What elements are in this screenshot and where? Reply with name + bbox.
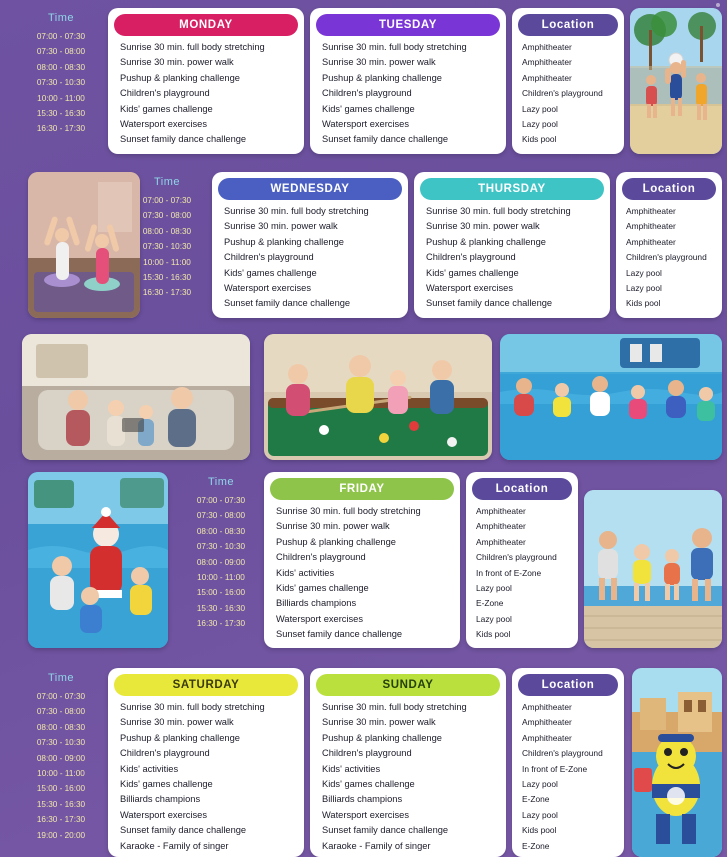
activity-item: Sunrise 30 min. full body stretching <box>322 42 467 52</box>
time-header: Time <box>153 176 181 188</box>
time-slot: 15:30 - 16:30 <box>36 799 86 809</box>
activity-item: Watersport exercises <box>322 809 409 820</box>
time-slot: 07:30 - 10:30 <box>36 738 86 748</box>
activity-item: Kids' games challenge <box>322 779 415 790</box>
time-slot: 07:00 - 07:30 <box>36 32 86 41</box>
time-slot: 08:00 - 08:30 <box>196 526 246 536</box>
location-item: Lazy pool <box>522 119 558 130</box>
activity-item: Kids' activities <box>276 567 335 578</box>
family-billiards-photo <box>264 334 492 460</box>
activity-item: Billiards champions <box>322 794 403 805</box>
activity-item: Sunrise 30 min. full body stretching <box>426 206 571 216</box>
location-header: Location <box>622 178 716 200</box>
monday-card <box>108 8 304 154</box>
thursday-activities <box>414 204 610 318</box>
yoga-class-photo <box>28 172 140 318</box>
activity-item: Sunrise 30 min. power walk <box>120 717 234 728</box>
activity-item: Watersport exercises <box>322 119 409 130</box>
activity-item: Watersport exercises <box>426 283 513 294</box>
activity-item: Watersport exercises <box>120 809 207 820</box>
activity-item: Kids' games challenge <box>224 267 317 278</box>
activity-item: Kids' games challenge <box>322 103 415 114</box>
location-item: Children's playground <box>626 252 707 263</box>
time-slot: 07:30 - 08:00 <box>196 511 246 521</box>
time-slot: 19:00 - 20:00 <box>36 830 86 840</box>
location-item: Amphitheater <box>626 221 676 232</box>
time-column-row2 <box>126 172 208 305</box>
activity-item: Sunrise 30 min. full body stretching <box>120 702 265 712</box>
activity-item: Kids' games challenge <box>276 583 369 594</box>
friday-header: FRIDAY <box>270 478 454 500</box>
activity-item: Pushup & planking challenge <box>276 536 396 547</box>
activity-item: Karaoke - Family of singer <box>120 840 229 851</box>
tuesday-header: TUESDAY <box>316 14 500 36</box>
activity-item: Sunset family dance challenge <box>224 298 351 309</box>
time-slot: 08:00 - 08:30 <box>142 226 192 236</box>
activity-item: Children's playground <box>322 748 412 759</box>
time-slot: 15:30 - 16:30 <box>142 273 192 283</box>
activity-item: Watersport exercises <box>224 283 311 294</box>
location-item: Lazy pool <box>476 613 512 624</box>
location-item: Kids pool <box>476 629 511 640</box>
family-jumping-photo <box>584 490 722 648</box>
time-slot: 16:30 - 17:30 <box>142 288 192 298</box>
activity-item: Pushup & planking challenge <box>120 72 240 83</box>
activity-item: Children's playground <box>322 88 412 99</box>
location-header: Location <box>518 674 618 696</box>
location-item: Amphitheater <box>522 702 572 712</box>
location-item: Amphitheater <box>522 717 572 728</box>
kids-pool-santa-photo <box>28 472 168 648</box>
pool-party-photo <box>500 334 722 460</box>
location-item: Amphitheater <box>626 236 676 247</box>
location-item: In front of E-Zone <box>522 763 588 774</box>
time-column-row3 <box>180 472 262 636</box>
time-slot: 07:30 - 10:30 <box>142 242 192 252</box>
location-item: E-Zone <box>522 840 550 851</box>
activity-item: Children's playground <box>426 252 516 263</box>
time-slot: 10:00 - 11:00 <box>37 769 85 779</box>
activity-item: Kids' games challenge <box>120 779 213 790</box>
location-item: Amphitheater <box>476 521 526 532</box>
time-slot: 07:30 - 08:00 <box>36 707 86 717</box>
location-item: E-Zone <box>476 598 504 609</box>
time-slot: 07:30 - 08:00 <box>36 47 86 57</box>
wednesday-card <box>212 172 408 318</box>
activity-item: Children's playground <box>276 552 366 563</box>
activity-item: Sunrise 30 min. power walk <box>276 521 390 532</box>
time-slot: 15:00 - 16:00 <box>196 588 246 598</box>
time-slot: 16:30 - 17:30 <box>196 619 246 629</box>
activity-item: Kids' activities <box>322 763 381 774</box>
monday-activities <box>108 40 304 154</box>
thursday-card <box>414 172 610 318</box>
time-column-row4 <box>20 668 102 847</box>
activity-item: Children's playground <box>224 252 314 263</box>
sunday-header: SUNDAY <box>316 674 500 696</box>
time-list-row3 <box>180 493 262 636</box>
location-card-row3 <box>466 472 578 648</box>
time-header: Time <box>207 476 235 488</box>
time-slot: 07:00 - 07:30 <box>36 692 86 701</box>
location-header: Location <box>472 478 572 500</box>
activity-item: Children's playground <box>120 88 210 99</box>
location-item: In front of E-Zone <box>476 567 542 578</box>
location-item: Lazy pool <box>476 583 512 594</box>
location-item: Amphitheater <box>476 506 526 516</box>
time-slot: 15:30 - 16:30 <box>196 603 246 613</box>
activity-item: Kids' activities <box>120 763 179 774</box>
time-slot: 15:00 - 16:00 <box>36 784 86 794</box>
sunday-card <box>310 668 506 857</box>
activity-item: Billiards champions <box>276 598 357 609</box>
location-item: Kids pool <box>522 825 557 836</box>
location-item: Children's playground <box>476 552 557 563</box>
activity-item: Sunrise 30 min. full body stretching <box>322 702 467 712</box>
beach-volleyball-photo <box>630 8 722 154</box>
location-list-row2 <box>616 204 722 318</box>
decorative-dot <box>716 3 720 7</box>
time-slot: 08:00 - 09:00 <box>36 753 86 763</box>
location-item: Kids pool <box>522 134 557 145</box>
time-slot: 07:00 - 07:30 <box>142 196 192 205</box>
activity-item: Sunrise 30 min. power walk <box>322 57 436 68</box>
time-slot: 07:30 - 08:00 <box>142 211 192 221</box>
activity-item: Sunset family dance challenge <box>426 298 553 309</box>
time-slot: 07:30 - 10:30 <box>36 78 86 88</box>
time-header: Time <box>47 672 75 684</box>
activity-item: Sunrise 30 min. full body stretching <box>224 206 369 216</box>
activity-item: Pushup & planking challenge <box>224 236 344 247</box>
time-slot: 08:00 - 08:30 <box>36 722 86 732</box>
saturday-activities <box>108 700 304 857</box>
location-list-row4 <box>512 700 624 857</box>
location-item: Amphitheater <box>522 42 572 52</box>
activity-item: Sunrise 30 min. power walk <box>120 57 234 68</box>
time-slot: 10:00 - 11:00 <box>197 573 245 583</box>
location-item: Lazy pool <box>522 103 558 114</box>
location-item: Children's playground <box>522 88 603 99</box>
activity-item: Pushup & planking challenge <box>120 732 240 743</box>
saturday-header: SATURDAY <box>114 674 298 696</box>
activity-item: Sunrise 30 min. power walk <box>224 221 338 232</box>
location-header: Location <box>518 14 618 36</box>
activity-item: Kids' games challenge <box>120 103 213 114</box>
activity-item: Sunset family dance challenge <box>322 134 449 145</box>
location-card-row2 <box>616 172 722 318</box>
activity-item: Pushup & planking challenge <box>322 72 442 83</box>
time-slot: 08:00 - 08:30 <box>36 62 86 72</box>
location-item: Lazy pool <box>522 779 558 790</box>
time-column-row1 <box>20 8 102 141</box>
activity-item: Sunrise 30 min. power walk <box>426 221 540 232</box>
activity-item: Sunset family dance challenge <box>120 825 247 836</box>
location-item: Amphitheater <box>522 72 572 83</box>
time-list-row2 <box>126 193 208 305</box>
time-list-row4 <box>20 689 102 847</box>
location-item: Lazy pool <box>626 267 662 278</box>
activity-item: Billiards champions <box>120 794 201 805</box>
activity-item: Pushup & planking challenge <box>426 236 546 247</box>
activity-item: Sunrise 30 min. full body stretching <box>120 42 265 52</box>
activity-item: Pushup & planking challenge <box>322 732 442 743</box>
location-list-row1 <box>512 40 624 154</box>
activity-item: Sunrise 30 min. full body stretching <box>276 506 421 516</box>
location-item: Amphitheater <box>522 732 572 743</box>
activity-item: Sunset family dance challenge <box>120 134 247 145</box>
time-slot: 16:30 - 17:30 <box>36 124 86 134</box>
wednesday-header: WEDNESDAY <box>218 178 402 200</box>
time-header: Time <box>47 12 75 24</box>
time-slot: 15:30 - 16:30 <box>36 109 86 119</box>
friday-card <box>264 472 460 648</box>
activity-item: Kids' games challenge <box>426 267 519 278</box>
activity-item: Watersport exercises <box>276 613 363 624</box>
time-slot: 10:00 - 11:00 <box>37 93 85 103</box>
location-item: Lazy pool <box>522 809 558 820</box>
thursday-header: THURSDAY <box>420 178 604 200</box>
location-list-row3 <box>466 504 578 648</box>
location-item: E-Zone <box>522 794 550 805</box>
location-card-row4 <box>512 668 624 857</box>
time-slot: 10:00 - 11:00 <box>143 257 191 267</box>
tuesday-card <box>310 8 506 154</box>
location-item: Kids pool <box>626 298 661 309</box>
activity-item: Sunset family dance challenge <box>322 825 449 836</box>
tuesday-activities <box>310 40 506 154</box>
location-item: Children's playground <box>522 748 603 759</box>
family-on-sofa-photo <box>22 334 250 460</box>
time-slot: 16:30 - 17:30 <box>36 815 86 825</box>
sunday-activities <box>310 700 506 857</box>
location-item: Lazy pool <box>626 283 662 294</box>
monday-header: MONDAY <box>114 14 298 36</box>
location-item: Amphitheater <box>626 206 676 216</box>
activity-item: Children's playground <box>120 748 210 759</box>
location-item: Amphitheater <box>476 536 526 547</box>
wednesday-activities <box>212 204 408 318</box>
friday-activities <box>264 504 460 648</box>
time-list-row1 <box>20 29 102 141</box>
time-slot: 08:00 - 09:00 <box>196 557 246 567</box>
time-slot: 07:30 - 10:30 <box>196 542 246 552</box>
activity-item: Sunrise 30 min. power walk <box>322 717 436 728</box>
saturday-card <box>108 668 304 857</box>
activity-item: Karaoke - Family of singer <box>322 840 431 851</box>
location-item: Amphitheater <box>522 57 572 68</box>
time-slot: 07:00 - 07:30 <box>196 496 246 505</box>
mascot-resort-photo <box>632 668 722 857</box>
activity-item: Watersport exercises <box>120 119 207 130</box>
location-card-row1 <box>512 8 624 154</box>
activity-item: Sunset family dance challenge <box>276 629 403 640</box>
